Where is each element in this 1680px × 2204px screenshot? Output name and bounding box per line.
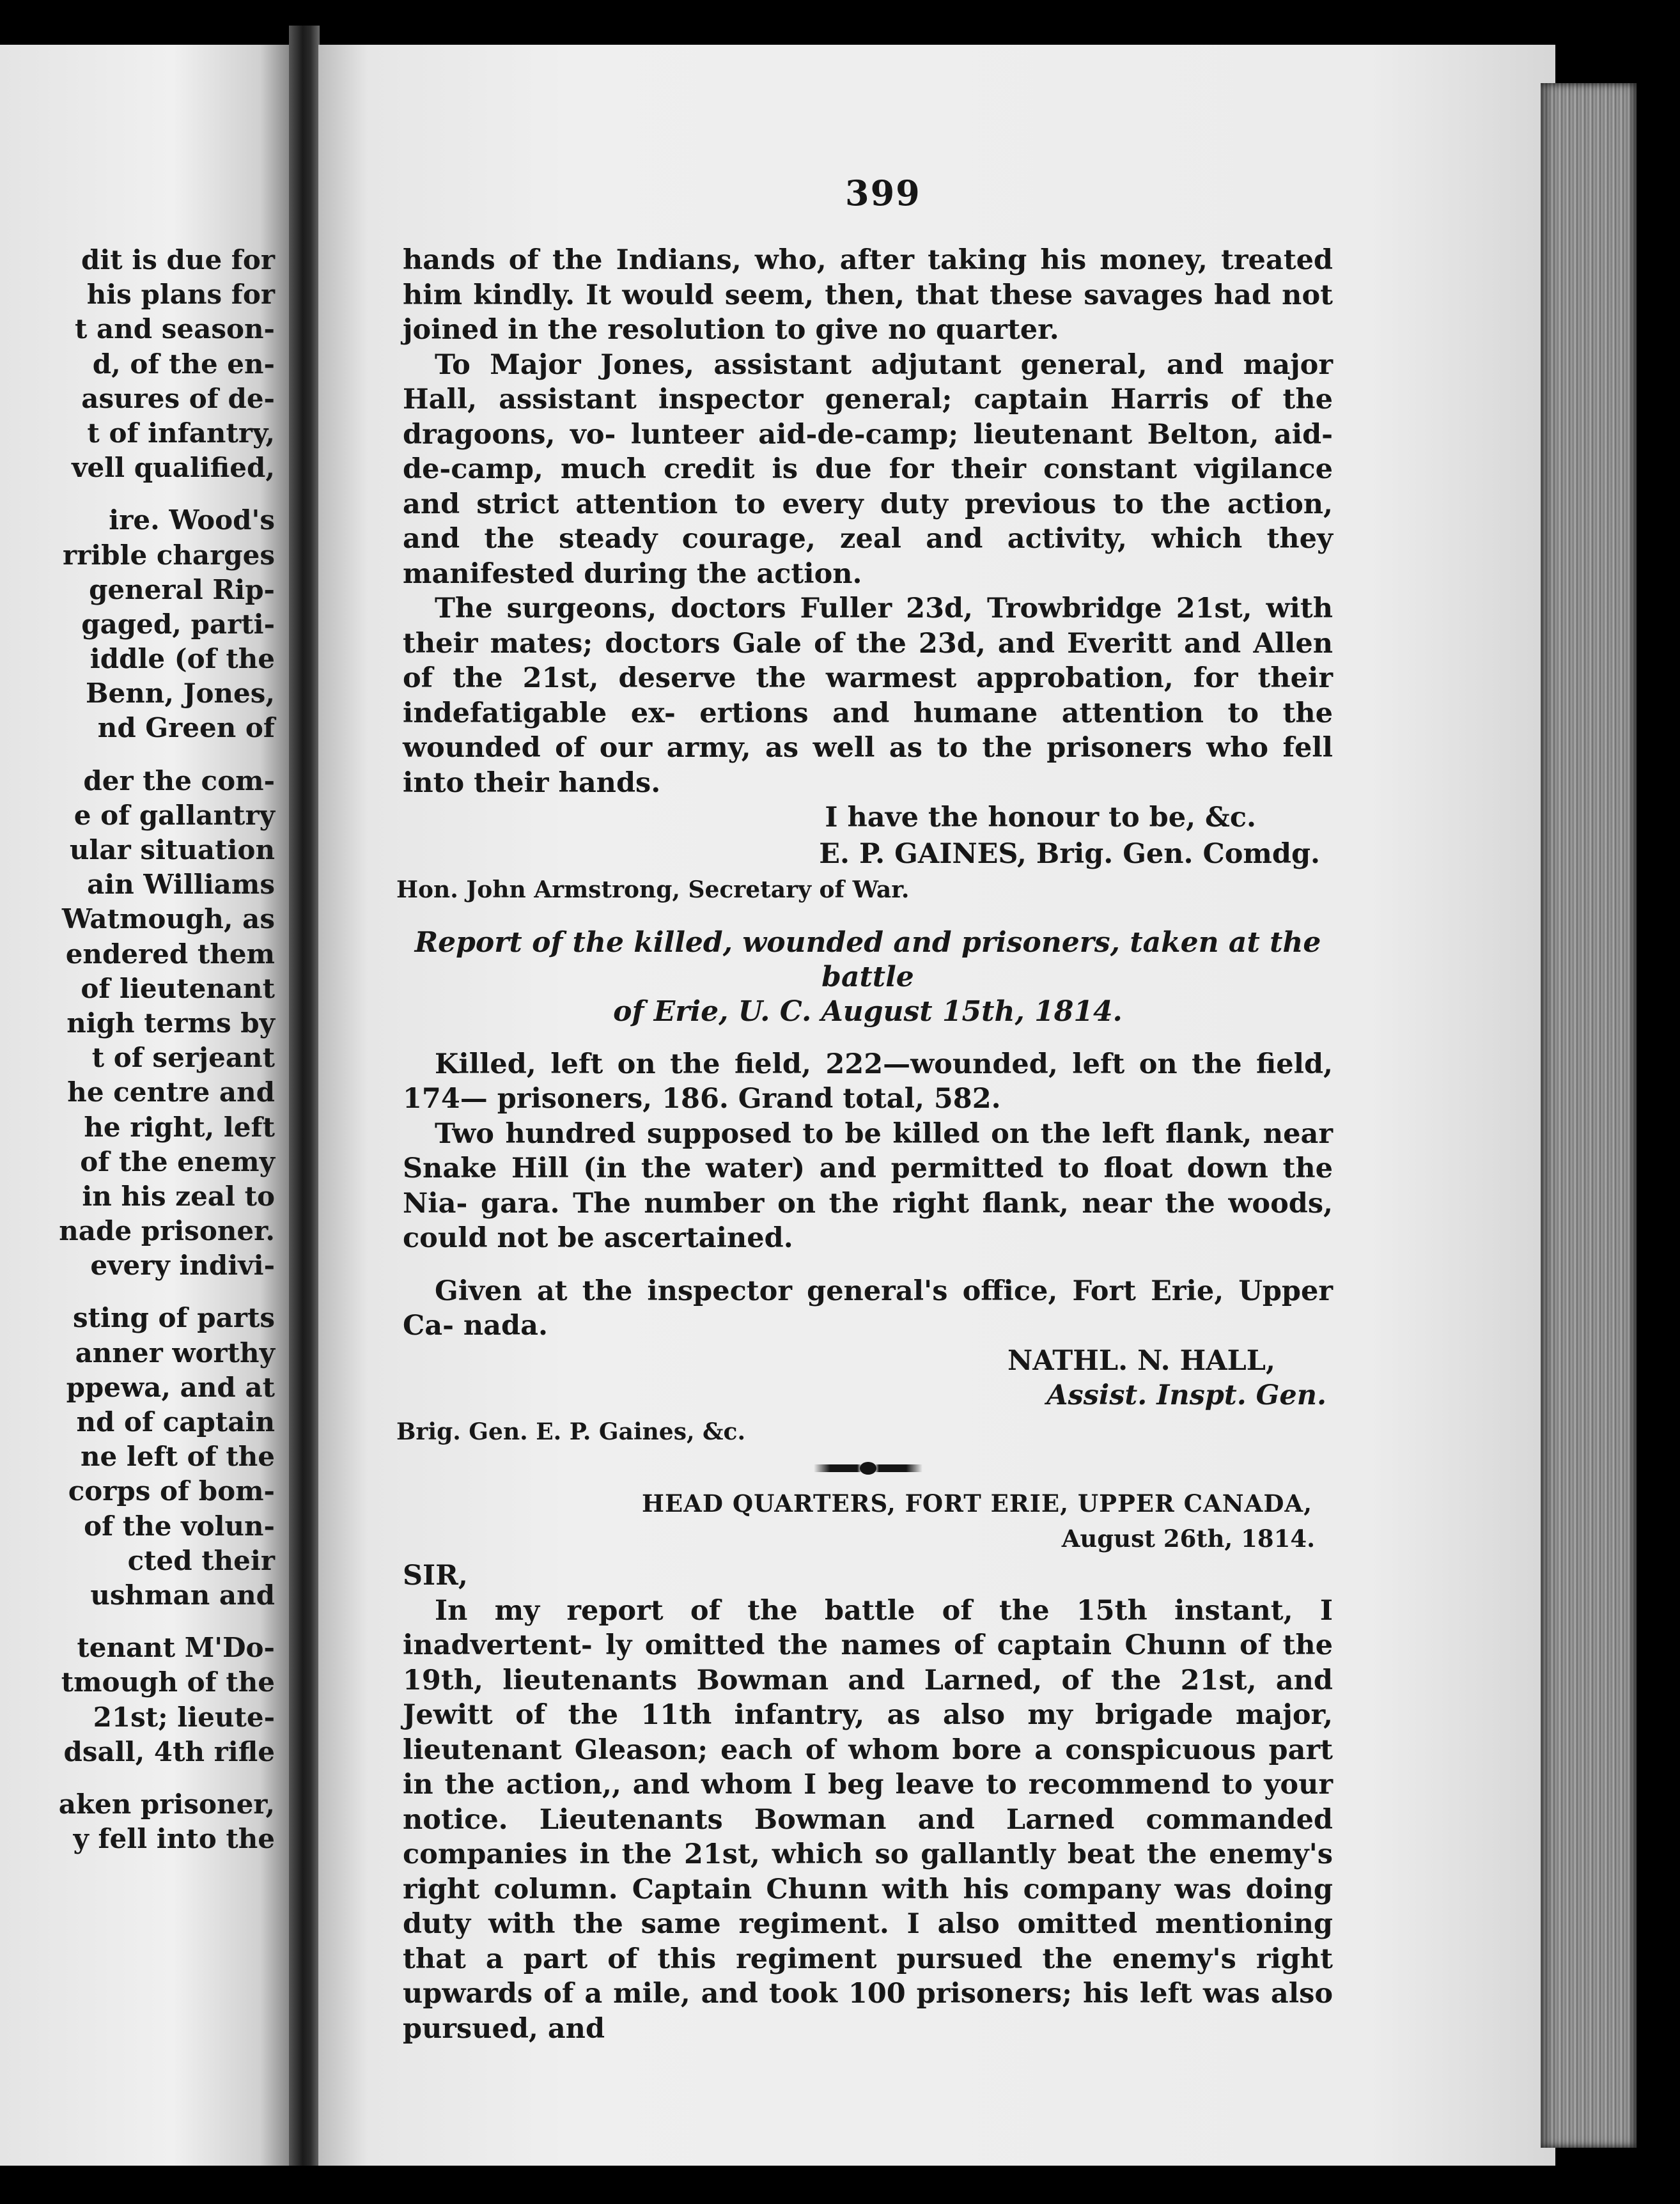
- report-title: [403, 926, 1333, 1029]
- report-title-line: Report of the killed, wounded and prisoners, taken at the battle: [414, 926, 1321, 993]
- recipient: Brig. Gen. E. P. Gaines, &c.: [396, 1418, 745, 1445]
- line: 21st, deserve the warmest approbation, for their indefatigable ex-: [403, 662, 1333, 729]
- left-page-line: endered them: [65, 938, 275, 970]
- paragraph-letter: [403, 1594, 1333, 2047]
- line: Bowman and Larned, of the 21st, and Jewitt of the 11th infantry,: [403, 1664, 1333, 1731]
- left-page-line: general Rip-: [89, 573, 275, 605]
- left-page-line: Watmough, as: [61, 903, 275, 935]
- left-page-line: t and season-: [75, 313, 275, 345]
- left-page-line: Benn, Jones,: [86, 678, 275, 710]
- line: commanded companies in the 21st, which so gallantly beat the: [403, 1803, 1333, 1870]
- left-page-line: cted their: [127, 1544, 275, 1576]
- line: well as to the prisoners who fell into their hands.: [403, 732, 1333, 799]
- book-gutter: [289, 26, 320, 2186]
- left-page-line: he centre and: [67, 1076, 275, 1108]
- page-number: 399: [845, 173, 921, 213]
- left-page-line: rrible charges: [62, 539, 275, 571]
- left-page-line: every indivi-: [90, 1250, 275, 1282]
- line: in the resolution to give no quarter.: [508, 314, 1059, 346]
- left-page-line: ne left of the: [80, 1441, 275, 1473]
- left-page-line: ire. Wood's: [109, 504, 275, 536]
- left-page-line: aken prisoner,: [58, 1788, 275, 1820]
- left-page-line: 21st; lieute-: [93, 1701, 275, 1733]
- left-page-line: nade prisoner.: [59, 1215, 275, 1247]
- left-page-line: e of gallantry: [74, 799, 275, 831]
- scan-border: [0, 2166, 1680, 2204]
- line: prisoners, 186. Grand total, 582.: [497, 1083, 1001, 1115]
- right-page-text: [396, 243, 1334, 2046]
- left-page-line: ular situation: [69, 834, 275, 865]
- left-page-line: nd Green of: [97, 712, 275, 744]
- line: recommend to your notice. Lieutenants Bowman and Larned: [403, 1769, 1333, 1836]
- left-page: [0, 45, 289, 2166]
- left-page-line: of the enemy: [80, 1145, 275, 1177]
- left-page-line: [0, 1613, 275, 1631]
- line: credit is due for their constant vigilance and strict attention to: [403, 453, 1333, 520]
- line: gara. The number on the right flank, near the woods, could not: [403, 1187, 1333, 1254]
- closing-line: I have the honour to be, &c.: [825, 802, 1256, 834]
- line: be ascertained.: [557, 1222, 793, 1254]
- left-page-text: [0, 243, 275, 1856]
- paragraph-given-at: [403, 1274, 1333, 1344]
- left-page-line: his plans for: [86, 279, 275, 311]
- signer-title: Assist. Inspt. Gen.: [1046, 1379, 1326, 1411]
- line: kindly. It would seem, then, that these savages had not joined: [403, 279, 1333, 346]
- line: To Major Jones, assistant adjutant general, and major Hall,: [403, 348, 1333, 415]
- salutation: SIR,: [403, 1560, 468, 1592]
- line: In my report of the battle of the 15th instant, I inadvertent-: [403, 1594, 1333, 1661]
- left-page-line: ain Williams: [87, 869, 275, 901]
- paragraph-surgeons: [403, 591, 1333, 800]
- left-page-line: corps of bom-: [68, 1475, 275, 1507]
- left-page-line: iddle (of the: [89, 643, 275, 675]
- left-page-line: der the com-: [83, 764, 275, 796]
- line: ertions and humane attention to the wounded of our army, as: [403, 697, 1333, 764]
- line: hands of the Indians, who, after taking his money, treated him: [403, 244, 1333, 311]
- line: nada.: [463, 1310, 548, 1342]
- left-page-line: [0, 746, 275, 764]
- left-page-line: [0, 1769, 275, 1787]
- left-page-line: nd of captain: [76, 1406, 275, 1438]
- left-page-line: of the volun-: [84, 1510, 275, 1542]
- left-page-line: ushman and: [90, 1579, 275, 1611]
- line: bore a conspicuous part in the action,, and whom I beg leave to: [403, 1734, 1334, 1801]
- left-page-line: nigh terms by: [66, 1007, 275, 1039]
- report-title-line: of Erie, U. C. August 15th, 1814.: [613, 995, 1123, 1028]
- line: assistant inspector general; captain Harris of the dragoons, vo-: [403, 384, 1333, 451]
- line: every duty previous to the action, and the steady courage, zeal: [403, 488, 1333, 555]
- line: Killed, left on the field, 222—wounded, left on the field, 174—: [403, 1048, 1333, 1115]
- paragraph-indians: [403, 243, 1333, 348]
- line: lunteer aid-de-camp; lieutenant Belton, aid-de-camp, much: [403, 418, 1333, 485]
- left-page-line: asures of de-: [81, 382, 275, 414]
- addressee: Hon. John Armstrong, Secretary of War.: [396, 876, 910, 903]
- left-page-line: sting of parts: [73, 1302, 275, 1334]
- signer-name: NATHL. N. HALL,: [1007, 1344, 1275, 1377]
- left-page-line: t of infantry,: [87, 417, 275, 449]
- line: ly omitted the names of captain Chunn of the 19th, lieutenants: [403, 1629, 1334, 1696]
- left-page-line: dit is due for: [81, 244, 275, 276]
- line: mates; doctors Gale of the 23d, and Everitt and Allen of the: [403, 627, 1333, 694]
- left-page-line: dsall, 4th rifle: [63, 1735, 275, 1767]
- paragraph-staff-credit: [403, 348, 1333, 592]
- left-page-line: ppewa, and at: [66, 1371, 275, 1403]
- hq-heading: HEAD QUARTERS, FORT ERIE, UPPER CANADA,: [642, 1489, 1312, 1517]
- left-page-line: t of serjeant: [91, 1042, 275, 1074]
- left-page-line: he right, left: [84, 1111, 275, 1143]
- paragraph-left-flank: [403, 1117, 1333, 1256]
- line: that a part of this regiment pursued the enemy's right upwards: [403, 1943, 1333, 2010]
- left-page-line: anner worthy: [75, 1337, 275, 1369]
- signature-gaines: E. P. GAINES, Brig. Gen. Comdg.: [819, 837, 1320, 870]
- line: as also my brigade major, lieutenant Gleason; each of whom: [403, 1699, 1333, 1766]
- line: doing duty with the same regiment. I also omitted mentioning: [403, 1873, 1333, 1940]
- ornamental-rule: [814, 1464, 922, 1472]
- line: and activity, which they manifested during the action.: [403, 523, 1333, 590]
- left-page-line: [0, 485, 275, 503]
- line: Given at the inspector general's office, Fort Erie, Upper Ca-: [403, 1275, 1333, 1342]
- line: Snake Hill (in the water) and permitted to float down the Nia-: [403, 1152, 1333, 1220]
- line: enemy's right column. Captain Chunn with his company was: [403, 1838, 1333, 1905]
- left-page-line: d, of the en-: [92, 348, 275, 380]
- left-page-line: in his zeal to: [82, 1180, 275, 1212]
- page-edges: [1541, 83, 1637, 2148]
- left-page-line: y fell into the: [73, 1823, 275, 1855]
- left-page-line: tenant M'Do-: [77, 1632, 275, 1664]
- left-page-line: vell qualified,: [72, 452, 275, 484]
- left-page-line: tmough of the: [61, 1666, 275, 1698]
- left-page-line: gaged, parti-: [81, 608, 275, 640]
- left-page-line: of lieutenant: [81, 972, 275, 1004]
- line: Two hundred supposed to be killed on the left flank, near: [435, 1117, 1333, 1150]
- line: The surgeons, doctors Fuller 23d, Trowbridge 21st, with their: [403, 593, 1333, 660]
- paragraph-casualties: [403, 1047, 1333, 1117]
- left-page-line: [0, 1283, 275, 1301]
- line: of a mile, and took 100 prisoners; his left was also pursued, and: [403, 1978, 1333, 2045]
- hq-date: August 26th, 1814.: [1061, 1524, 1315, 1553]
